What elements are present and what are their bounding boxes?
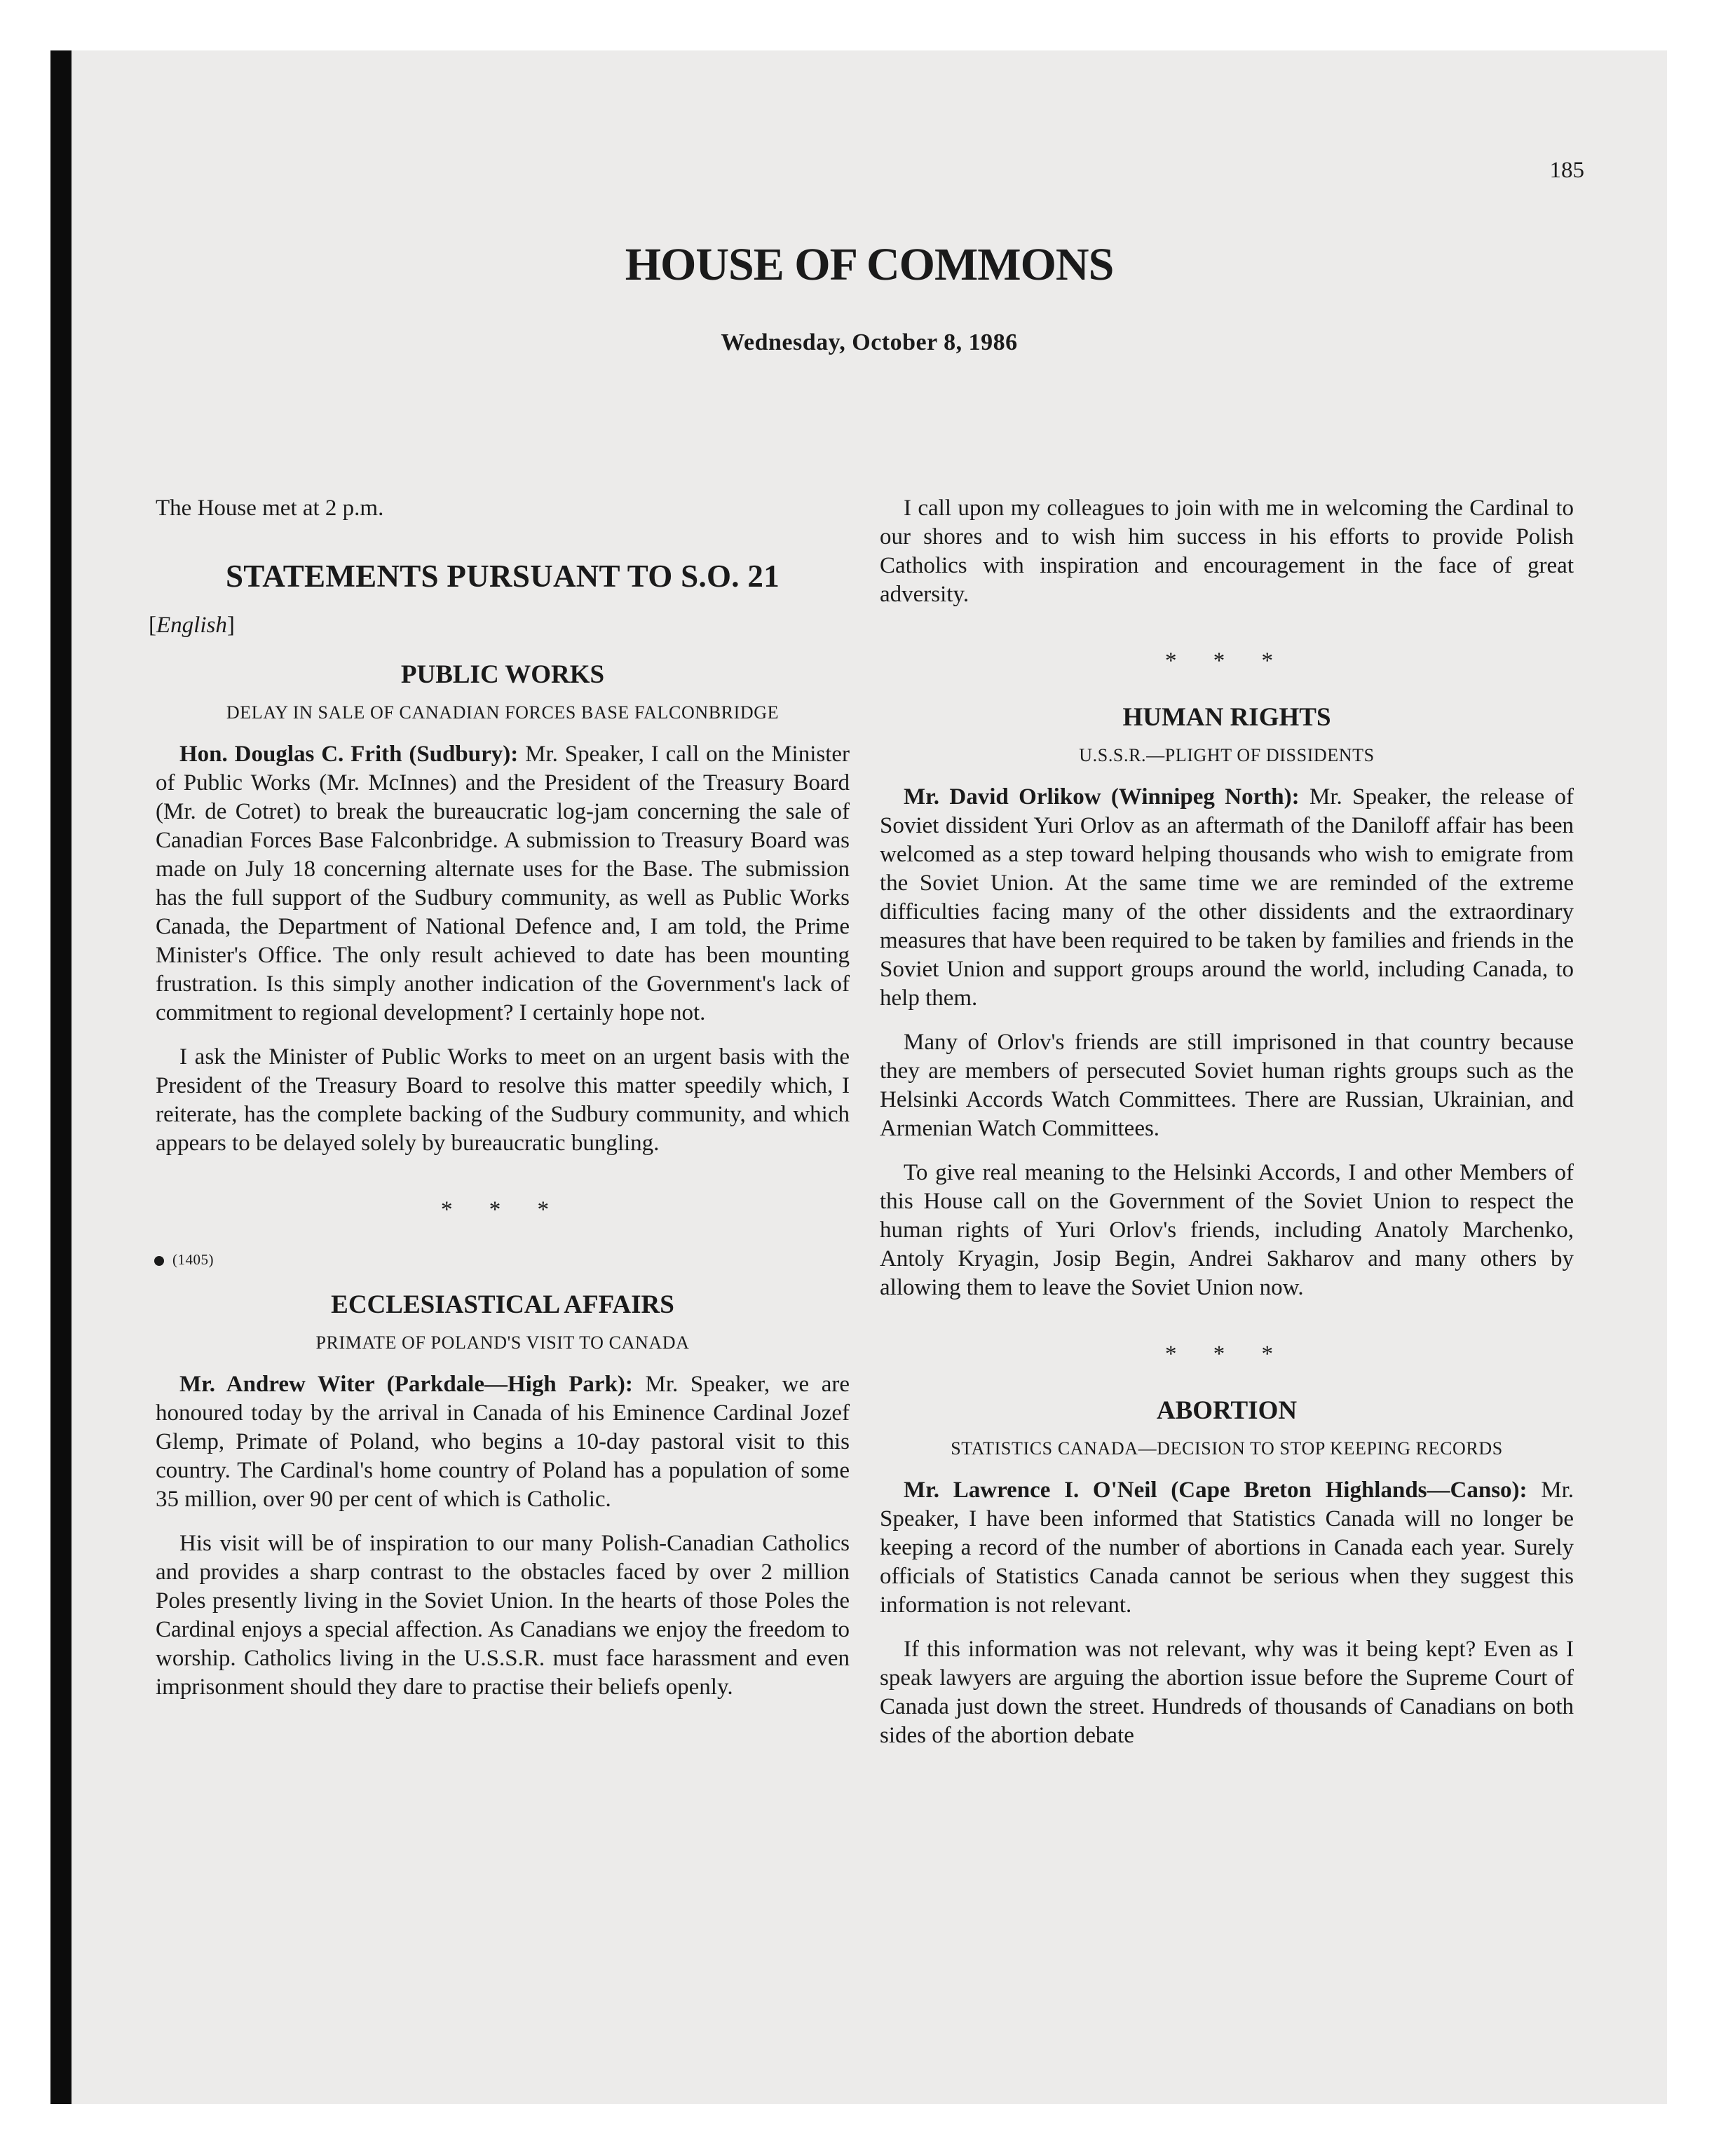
speaker-name: Mr. Lawrence I. O'Neil (Cape Breton Highlands—Canso):: [904, 1478, 1528, 1503]
subject-heading-human-rights: HUMAN RIGHTS: [1122, 703, 1331, 732]
page-number: 185: [1549, 158, 1584, 183]
right-column: [880, 494, 1574, 1750]
language-tag: [English]: [149, 613, 235, 638]
statement-paragraph: His visit will be of inspiration to our many Polish-Canadian Catholics and provides a sharp contrast to the obstacles faced by over 2 million Poles presently living in the Soviet Union. In the hearts of those Poles the Cardinal enjoys a special affection. As Canadians we enjoy the freedom to worship. Catholics living in the U.S.S.R. must face harassment and even imprisonment should they dare to practise their beliefs openly.: [156, 1531, 850, 1700]
section-separator: * * *: [441, 1197, 564, 1222]
speaker-name: Hon. Douglas C. Frith (Sudbury):: [179, 742, 519, 767]
binding-edge: [50, 50, 72, 2104]
time-marker: [154, 1251, 850, 1269]
statement-orlikow: [880, 783, 1574, 1013]
section-separator: * * *: [1165, 1342, 1288, 1367]
statement-paragraph: Many of Orlov's friends are still imprisoned in that country because they are members of persecuted Soviet human rights groups such as the Helsinki Accords Watch Committees. There are Russian, Ukrainian, and Armenian Watch Committees.: [880, 1030, 1574, 1141]
subtopic-primate-visit: PRIMATE OF POLAND'S VISIT TO CANADA: [315, 1332, 690, 1353]
statement-paragraph: If this information was not relevant, why was it being kept? Even as I speak lawyers are arguing the abortion issue before the Supreme Court of Canada just down the street. Hundreds of thousands of Canadians on both sides of the abortion debate: [880, 1637, 1574, 1748]
page-title: HOUSE OF COMMONS: [625, 239, 1114, 290]
time-marker-text: (1405): [172, 1251, 214, 1268]
subtopic-statistics-canada: STATISTICS CANADA—DECISION TO STOP KEEPING RECORDS: [951, 1438, 1503, 1459]
speaker-name: Mr. David Orlikow (Winnipeg North):: [904, 784, 1300, 810]
bullet-icon: [154, 1256, 164, 1266]
statement-text: Mr. Speaker, I have been informed that Statistics Canada will no longer be keeping a record of the number of abortions in Canada each year. Surely officials of Statistics Canada cannot be serious when they suggest this information is not relevant.: [880, 1478, 1574, 1618]
language-tag-text: English: [156, 613, 227, 638]
opening-line: The House met at 2 p.m.: [156, 496, 384, 521]
statement-witer: [156, 1370, 850, 1514]
subject-heading-abortion: ABORTION: [1156, 1396, 1298, 1425]
statement-oneil: [880, 1476, 1574, 1620]
speaker-name: Mr. Andrew Witer (Parkdale—High Park):: [179, 1372, 633, 1397]
subject-heading-public-works: PUBLIC WORKS: [400, 660, 605, 689]
section-heading: STATEMENTS PURSUANT TO S.O. 21: [225, 559, 780, 594]
sitting-date: Wednesday, October 8, 1986: [721, 329, 1018, 355]
statement-text: Mr. Speaker, we are honoured today by the arrival in Canada of his Eminence Cardinal Jozef Glemp, Primate of Poland, who begins a 10-day pastoral visit to this country. The Cardinal's home country of Poland has a population of some 35 million, over 90 per cent of which is Catholic.: [156, 1372, 850, 1512]
statement-paragraph: I ask the Minister of Public Works to meet on an urgent basis with the President of the Treasury Board to resolve this matter speedily which, I reiterate, has the complete backing of the Sudbury community, and which appears to be delayed solely by bureaucratic bungling.: [156, 1044, 850, 1156]
statement-paragraph: I call upon my colleagues to join with me in welcoming the Cardinal to our shores and to wish him success in his efforts to provide Polish Catholics with inspiration and encouragement in the face of great adversity.: [880, 496, 1574, 607]
section-separator: * * *: [1165, 648, 1288, 674]
statement-frith: [156, 740, 850, 1028]
subtopic-dissidents: U.S.S.R.—PLIGHT OF DISSIDENTS: [1079, 745, 1375, 765]
left-column: [149, 494, 850, 1702]
statement-text: Mr. Speaker, I call on the Minister of Public Works (Mr. McInnes) and the President of the Treasury Board (Mr. de Cotret) to break the bureaucratic log-jam concerning the sale of Canadian Forces Base Falconbridge. A submission to Treasury Board was made on July 18 concerning alternate uses for the Base. The submission has the full support of the Sudbury community, as well as Public Works Canada, the Department of National Defence and, I am told, the Prime Minister's Office. The only result achieved to date has been mounting frustration. Is this simply another indication of the Government's lack of commitment to regional development? I certainly hope not.: [156, 742, 850, 1025]
subtopic-falconbridge: DELAY IN SALE OF CANADIAN FORCES BASE FALCONBRIDGE: [226, 702, 780, 723]
statement-text: Mr. Speaker, the release of Soviet dissident Yuri Orlov as an aftermath of the Daniloff affair has been welcomed as a step toward helping thousands who wish to emigrate from the Soviet Union. At the same time we are reminded of the extreme difficulties facing many of the other dissidents and the extraordinary measures that have been required to be taken by families and friends in the Soviet Union and support groups around the world, including Canada, to help them.: [880, 784, 1574, 1011]
subject-heading-ecclesiastical: ECCLESIASTICAL AFFAIRS: [331, 1290, 674, 1319]
statement-paragraph: To give real meaning to the Helsinki Accords, I and other Members of this House call on the Government of the Soviet Union to respect the human rights of Yuri Orlov's friends, including Anatoly Marchenko, Antoly Kryagin, Josip Begin, Andrei Sakharov and many others by allowing them to leave the Soviet Union now.: [880, 1160, 1574, 1300]
